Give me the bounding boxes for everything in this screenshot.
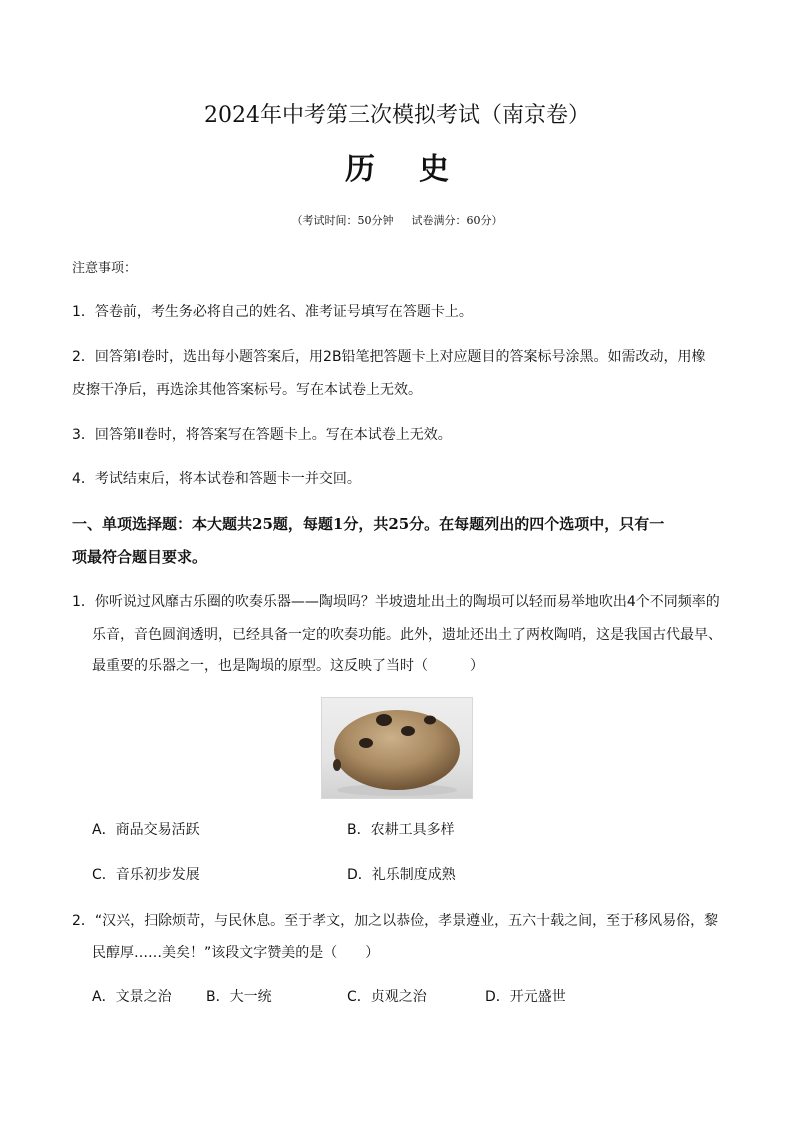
exam-meta xyxy=(0,212,794,230)
subject-char-2: 史 xyxy=(419,152,449,187)
notes-heading: 注意事项： xyxy=(72,261,138,276)
subject-title xyxy=(0,150,794,190)
clay-xun-photo xyxy=(321,697,473,799)
section-heading: 一、单项选择题：本大题共25题，每题1分，共25分。在每题列出的四个选项中，只有一 xyxy=(72,515,665,533)
full-score: 试卷满分：60分） xyxy=(411,214,503,227)
exam-title: 2024年中考第三次模拟考试（南京卷） xyxy=(204,103,590,128)
note-item: 1．答卷前，考生务必将自己的姓名、准考证号填写在答题卡上。 xyxy=(72,304,473,320)
q2-option-a: A．文景之治 xyxy=(92,989,172,1005)
q2-option-c: C．贞观之治 xyxy=(347,989,427,1005)
note-item-continued: 皮擦干净后，再选涂其他答案标号。写在本试卷上无效。 xyxy=(72,382,422,398)
subject-char-1: 历 xyxy=(345,152,375,187)
note-item: 2．回答第Ⅰ卷时，选出每小题答案后，用2B铅笔把答题卡上对应题目的答案标号涂黑。如需改动，用橡 xyxy=(72,349,706,365)
q2-option-b: B．大一统 xyxy=(206,989,272,1005)
clay-xun-icon xyxy=(322,698,472,798)
q1-option-a: A．商品交易活跃 xyxy=(92,822,200,838)
note-item: 4．考试结束后，将本试卷和答题卡一并交回。 xyxy=(72,471,361,487)
question-1-stem: 1．你听说过风靡古乐圈的吹奏乐器——陶埙吗？半坡遗址出土的陶埙可以轻而易举地吹出4个不同频率的 xyxy=(72,594,720,610)
q1-option-d: D．礼乐制度成熟 xyxy=(347,867,456,883)
note-item: 3．回答第Ⅱ卷时，将答案写在答题卡上。写在本试卷上无效。 xyxy=(72,427,452,443)
q2-option-d: D．开元盛世 xyxy=(485,989,566,1005)
exam-time: （考试时间：50分钟 xyxy=(291,214,394,227)
question-2-stem: 2．“汉兴，扫除烦苛，与民休息。至于孝文，加之以恭俭，孝景遵业，五六十载之间，至于移风易俗，黎 xyxy=(72,913,719,929)
question-1-stem-line2: 乐音，音色圆润透明，已经具备一定的吹奏功能。此外，遗址还出土了两枚陶哨，这是我国古代最早、 xyxy=(92,627,722,643)
q1-option-b: B．农耕工具多样 xyxy=(347,822,455,838)
section-heading-continued: 项最符合题目要求。 xyxy=(72,548,208,566)
q1-option-c: C．音乐初步发展 xyxy=(92,867,200,883)
question-1-stem-line3: 最重要的乐器之一，也是陶埙的原型。这反映了当时（ ） xyxy=(92,658,484,674)
question-2-stem-line2: 民醇厚……美矣！”该段文字赞美的是（ ） xyxy=(92,945,380,961)
